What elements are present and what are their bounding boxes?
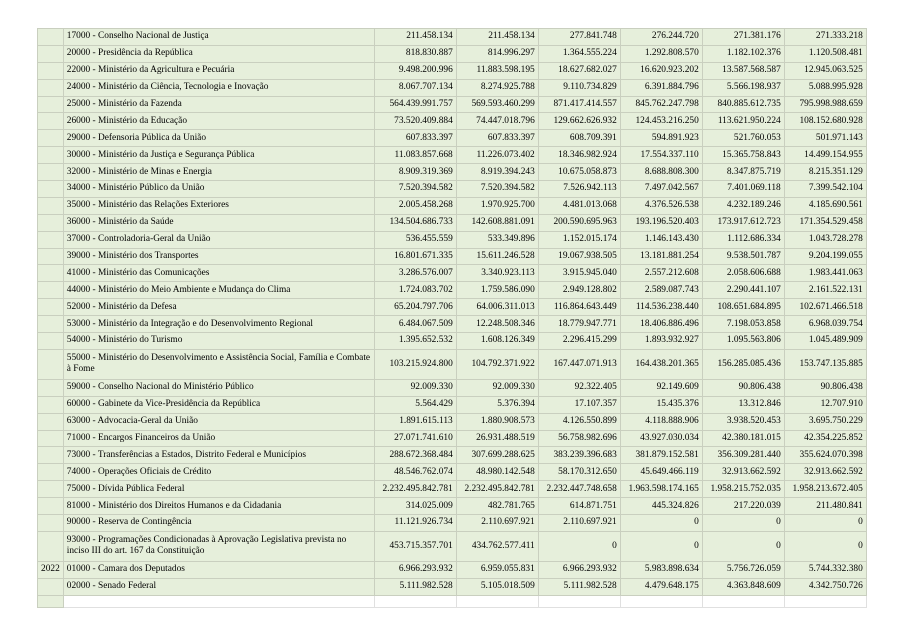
- value-cell: 13.587.568.587: [702, 62, 784, 79]
- value-cell: 0: [784, 515, 866, 532]
- value-cell: 6.959.055.831: [456, 561, 538, 578]
- value-cell: 15.365.758.843: [702, 147, 784, 164]
- value-cell: 7.399.542.104: [784, 181, 866, 198]
- value-cell: 90.806.438: [702, 379, 784, 396]
- value-cell: 74.447.018.796: [456, 113, 538, 130]
- organ-name-cell: 71000 - Encargos Financeiros da União: [63, 430, 374, 447]
- value-cell: 11.083.857.668: [374, 147, 456, 164]
- value-cell: 501.971.143: [784, 130, 866, 147]
- value-cell: 608.709.391: [538, 130, 620, 147]
- value-cell: 564.439.991.757: [374, 96, 456, 113]
- value-cell: 818.830.887: [374, 45, 456, 62]
- year-cell: [38, 45, 64, 62]
- value-cell: 5.566.198.937: [702, 79, 784, 96]
- value-cell: 1.958.213.672.405: [784, 481, 866, 498]
- value-cell: 5.756.726.059: [702, 561, 784, 578]
- year-cell: [38, 147, 64, 164]
- table-row: [38, 430, 867, 447]
- value-cell: 8.688.808.300: [620, 164, 702, 181]
- value-cell: 594.891.923: [620, 130, 702, 147]
- value-cell: 9.498.200.996: [374, 62, 456, 79]
- value-cell: 1.112.686.334: [702, 231, 784, 248]
- organ-name-cell: 90000 - Reserva de Contingência: [63, 515, 374, 532]
- value-cell: 2.589.087.743: [620, 282, 702, 299]
- value-cell: 43.927.030.034: [620, 430, 702, 447]
- value-cell: 1.364.555.224: [538, 45, 620, 62]
- table-row: [38, 113, 867, 130]
- value-cell: 5.376.394: [456, 396, 538, 413]
- value-cell: 2.296.415.299: [538, 333, 620, 350]
- value-cell: 211.458.134: [456, 29, 538, 46]
- value-cell: 314.025.009: [374, 498, 456, 515]
- empty-cell: [456, 595, 538, 607]
- table-row: [38, 181, 867, 198]
- value-cell: 355.624.070.398: [784, 447, 866, 464]
- value-cell: 3.938.520.453: [702, 413, 784, 430]
- value-cell: 5.744.332.380: [784, 561, 866, 578]
- value-cell: 12.707.910: [784, 396, 866, 413]
- value-cell: 5.983.898.634: [620, 561, 702, 578]
- value-cell: 871.417.414.557: [538, 96, 620, 113]
- organ-name-cell: 73000 - Transferências a Estados, Distrito Federal e Municípios: [63, 447, 374, 464]
- value-cell: 277.841.748: [538, 29, 620, 46]
- value-cell: 6.966.293.932: [374, 561, 456, 578]
- value-cell: 15.435.376: [620, 396, 702, 413]
- year-cell: [38, 481, 64, 498]
- organ-name-cell: 63000 - Advocacia-Geral da União: [63, 413, 374, 430]
- value-cell: 4.376.526.538: [620, 197, 702, 214]
- year-cell: [38, 464, 64, 481]
- value-cell: 614.871.751: [538, 498, 620, 515]
- value-cell: 7.520.394.582: [374, 181, 456, 198]
- year-cell: [38, 164, 64, 181]
- year-cell: [38, 113, 64, 130]
- value-cell: 4.479.648.175: [620, 578, 702, 595]
- organ-name-cell: 55000 - Ministério do Desenvolvimento e Assistência Social, Família e Combate à Fome: [63, 349, 374, 379]
- value-cell: 4.342.750.726: [784, 578, 866, 595]
- value-cell: 434.762.577.411: [456, 531, 538, 561]
- value-cell: 3.286.576.007: [374, 265, 456, 282]
- year-cell: [38, 396, 64, 413]
- value-cell: 521.760.053: [702, 130, 784, 147]
- value-cell: 17.107.357: [538, 396, 620, 413]
- year-cell: [38, 96, 64, 113]
- organ-name-cell: 37000 - Controladoria-Geral da União: [63, 231, 374, 248]
- value-cell: 5.564.429: [374, 396, 456, 413]
- value-cell: 307.699.288.625: [456, 447, 538, 464]
- value-cell: 1.043.728.278: [784, 231, 866, 248]
- value-cell: 13.312.846: [702, 396, 784, 413]
- value-cell: 4.118.888.906: [620, 413, 702, 430]
- year-cell: [38, 333, 64, 350]
- value-cell: 2.290.441.107: [702, 282, 784, 299]
- value-cell: 4.232.189.246: [702, 197, 784, 214]
- table-row: [38, 578, 867, 595]
- organ-name-cell: 39000 - Ministério dos Transportes: [63, 248, 374, 265]
- organ-name-cell: 74000 - Operações Oficiais de Crédito: [63, 464, 374, 481]
- value-cell: 276.244.720: [620, 29, 702, 46]
- value-cell: 6.484.067.509: [374, 316, 456, 333]
- organ-name-cell: 30000 - Ministério da Justiça e Segurança Pública: [63, 147, 374, 164]
- table-row: [38, 282, 867, 299]
- value-cell: 1.880.908.573: [456, 413, 538, 430]
- organ-name-cell: 26000 - Ministério da Educação: [63, 113, 374, 130]
- value-cell: 607.833.397: [456, 130, 538, 147]
- value-cell: 6.391.884.796: [620, 79, 702, 96]
- value-cell: 11.226.073.402: [456, 147, 538, 164]
- organ-name-cell: 17000 - Conselho Nacional de Justiça: [63, 29, 374, 46]
- value-cell: 1.395.652.532: [374, 333, 456, 350]
- value-cell: 271.333.218: [784, 29, 866, 46]
- organ-name-cell: 59000 - Conselho Nacional do Ministério Público: [63, 379, 374, 396]
- value-cell: 814.996.297: [456, 45, 538, 62]
- year-cell: [38, 79, 64, 96]
- year-cell: [38, 248, 64, 265]
- table-row: [38, 147, 867, 164]
- value-cell: 271.381.176: [702, 29, 784, 46]
- table-row: [38, 481, 867, 498]
- value-cell: 1.146.143.430: [620, 231, 702, 248]
- empty-cell: [538, 595, 620, 607]
- year-cell: [38, 531, 64, 561]
- value-cell: 0: [702, 515, 784, 532]
- table-row: [38, 333, 867, 350]
- year-cell: [38, 231, 64, 248]
- value-cell: 7.520.394.582: [456, 181, 538, 198]
- organ-name-cell: 52000 - Ministério da Defesa: [63, 299, 374, 316]
- value-cell: 2.232.495.842.781: [456, 481, 538, 498]
- value-cell: 92.009.330: [456, 379, 538, 396]
- value-cell: 58.170.312.650: [538, 464, 620, 481]
- organ-name-cell: 35000 - Ministério das Relações Exteriores: [63, 197, 374, 214]
- value-cell: 18.406.886.496: [620, 316, 702, 333]
- organ-name-cell: 93000 - Programações Condicionadas à Aprovação Legislativa prevista no inciso III do art. 167 da Constituição: [63, 531, 374, 561]
- year-cell: [38, 498, 64, 515]
- organ-name-cell: 53000 - Ministério da Integração e do Desenvolvimento Regional: [63, 316, 374, 333]
- value-cell: 607.833.397: [374, 130, 456, 147]
- table-row: [38, 265, 867, 282]
- year-cell: [38, 282, 64, 299]
- value-cell: 2.161.522.131: [784, 282, 866, 299]
- value-cell: 26.931.488.519: [456, 430, 538, 447]
- value-cell: 11.883.598.195: [456, 62, 538, 79]
- value-cell: 124.453.216.250: [620, 113, 702, 130]
- value-cell: 2.005.458.268: [374, 197, 456, 214]
- value-cell: 153.747.135.885: [784, 349, 866, 379]
- value-cell: 16.620.923.202: [620, 62, 702, 79]
- value-cell: 18.779.947.771: [538, 316, 620, 333]
- value-cell: 13.181.881.254: [620, 248, 702, 265]
- value-cell: 65.204.797.706: [374, 299, 456, 316]
- value-cell: 2.232.447.748.658: [538, 481, 620, 498]
- value-cell: 453.715.357.701: [374, 531, 456, 561]
- value-cell: 14.499.154.955: [784, 147, 866, 164]
- budget-table: [37, 28, 867, 608]
- table-row: [38, 531, 867, 561]
- value-cell: 1.970.925.700: [456, 197, 538, 214]
- value-cell: 2.110.697.921: [456, 515, 538, 532]
- organ-name-cell: 41000 - Ministério das Comunicações: [63, 265, 374, 282]
- value-cell: 19.067.938.505: [538, 248, 620, 265]
- organ-name-cell: 34000 - Ministério Público da União: [63, 181, 374, 198]
- value-cell: 7.198.053.858: [702, 316, 784, 333]
- value-cell: 193.196.520.403: [620, 214, 702, 231]
- value-cell: 1.724.083.702: [374, 282, 456, 299]
- value-cell: 10.675.058.873: [538, 164, 620, 181]
- value-cell: 32.913.662.592: [784, 464, 866, 481]
- table-body: [38, 29, 867, 608]
- value-cell: 12.945.063.525: [784, 62, 866, 79]
- year-cell: [38, 265, 64, 282]
- value-cell: 6.966.293.932: [538, 561, 620, 578]
- value-cell: 2.232.495.842.781: [374, 481, 456, 498]
- value-cell: 104.792.371.922: [456, 349, 538, 379]
- value-cell: 113.621.950.224: [702, 113, 784, 130]
- value-cell: 1.292.808.570: [620, 45, 702, 62]
- empty-cell: [374, 595, 456, 607]
- value-cell: 42.354.225.852: [784, 430, 866, 447]
- year-cell: [38, 62, 64, 79]
- year-cell: [38, 214, 64, 231]
- organ-name-cell: 44000 - Ministério do Meio Ambiente e Mudança do Clima: [63, 282, 374, 299]
- table-row: [38, 29, 867, 46]
- organ-name-cell: 36000 - Ministério da Saúde: [63, 214, 374, 231]
- value-cell: 200.590.695.963: [538, 214, 620, 231]
- value-cell: 16.801.671.335: [374, 248, 456, 265]
- year-cell: [38, 578, 64, 595]
- value-cell: 12.248.508.346: [456, 316, 538, 333]
- value-cell: 217.220.039: [702, 498, 784, 515]
- value-cell: 9.204.199.055: [784, 248, 866, 265]
- value-cell: 1.095.563.806: [702, 333, 784, 350]
- value-cell: 1.152.015.174: [538, 231, 620, 248]
- value-cell: 18.346.982.924: [538, 147, 620, 164]
- organ-name-cell: 54000 - Ministério do Turismo: [63, 333, 374, 350]
- value-cell: 5.111.982.528: [374, 578, 456, 595]
- value-cell: 48.546.762.074: [374, 464, 456, 481]
- organ-name-cell: 01000 - Camara dos Deputados: [63, 561, 374, 578]
- value-cell: 4.363.848.609: [702, 578, 784, 595]
- value-cell: 1.958.215.752.035: [702, 481, 784, 498]
- year-cell: [38, 349, 64, 379]
- value-cell: 1.759.586.090: [456, 282, 538, 299]
- empty-cell: [620, 595, 702, 607]
- value-cell: 0: [538, 531, 620, 561]
- value-cell: 0: [620, 531, 702, 561]
- value-cell: 42.380.181.015: [702, 430, 784, 447]
- value-cell: 73.520.409.884: [374, 113, 456, 130]
- value-cell: 108.152.680.928: [784, 113, 866, 130]
- table-row: [38, 231, 867, 248]
- table-row: [38, 379, 867, 396]
- value-cell: 2.557.212.608: [620, 265, 702, 282]
- value-cell: 8.347.875.719: [702, 164, 784, 181]
- value-cell: 7.401.069.118: [702, 181, 784, 198]
- table-row: [38, 248, 867, 265]
- value-cell: 3.695.750.229: [784, 413, 866, 430]
- value-cell: 27.071.741.610: [374, 430, 456, 447]
- value-cell: 4.185.690.561: [784, 197, 866, 214]
- value-cell: 173.917.612.723: [702, 214, 784, 231]
- year-cell: [38, 299, 64, 316]
- value-cell: 5.088.995.928: [784, 79, 866, 96]
- value-cell: 1.182.102.376: [702, 45, 784, 62]
- value-cell: 0: [784, 531, 866, 561]
- year-cell: [38, 197, 64, 214]
- value-cell: 92.149.609: [620, 379, 702, 396]
- value-cell: 3.915.945.040: [538, 265, 620, 282]
- value-cell: 795.998.988.659: [784, 96, 866, 113]
- value-cell: 164.438.201.365: [620, 349, 702, 379]
- value-cell: 4.126.550.899: [538, 413, 620, 430]
- value-cell: 15.611.246.528: [456, 248, 538, 265]
- table-row: [38, 316, 867, 333]
- value-cell: 845.762.247.798: [620, 96, 702, 113]
- value-cell: 156.285.085.436: [702, 349, 784, 379]
- value-cell: 5.111.982.528: [538, 578, 620, 595]
- organ-name-cell: 81000 - Ministério dos Direitos Humanos e da Cidadania: [63, 498, 374, 515]
- organ-name-cell: 32000 - Ministério de Minas e Energia: [63, 164, 374, 181]
- value-cell: 1.983.441.063: [784, 265, 866, 282]
- value-cell: 18.627.682.027: [538, 62, 620, 79]
- year-cell: 2022: [38, 561, 64, 578]
- value-cell: 8.067.707.134: [374, 79, 456, 96]
- table-row: [38, 515, 867, 532]
- value-cell: 840.885.612.735: [702, 96, 784, 113]
- organ-name-cell: 22000 - Ministério da Agricultura e Pecuária: [63, 62, 374, 79]
- value-cell: 129.662.626.932: [538, 113, 620, 130]
- table-row: [38, 197, 867, 214]
- value-cell: 1.045.489.909: [784, 333, 866, 350]
- value-cell: 114.536.238.440: [620, 299, 702, 316]
- value-cell: 103.215.924.800: [374, 349, 456, 379]
- year-cell: [38, 430, 64, 447]
- table-row: [38, 214, 867, 231]
- value-cell: 8.215.351.129: [784, 164, 866, 181]
- value-cell: 11.121.926.734: [374, 515, 456, 532]
- value-cell: 5.105.018.509: [456, 578, 538, 595]
- table-row: [38, 62, 867, 79]
- value-cell: 92.322.405: [538, 379, 620, 396]
- table-row: [38, 349, 867, 379]
- year-cell: [38, 181, 64, 198]
- value-cell: 211.480.841: [784, 498, 866, 515]
- organ-name-cell: 60000 - Gabinete da Vice-Presidência da República: [63, 396, 374, 413]
- value-cell: 536.455.559: [374, 231, 456, 248]
- value-cell: 6.968.039.754: [784, 316, 866, 333]
- value-cell: 17.554.337.110: [620, 147, 702, 164]
- table-row: [38, 396, 867, 413]
- value-cell: 90.806.438: [784, 379, 866, 396]
- table-row: [38, 96, 867, 113]
- value-cell: 4.481.013.068: [538, 197, 620, 214]
- value-cell: 288.672.368.484: [374, 447, 456, 464]
- value-cell: 1.120.508.481: [784, 45, 866, 62]
- year-cell: [38, 130, 64, 147]
- value-cell: 381.879.152.581: [620, 447, 702, 464]
- value-cell: 8.909.319.369: [374, 164, 456, 181]
- organ-name-cell: 20000 - Presidência da República: [63, 45, 374, 62]
- value-cell: 45.649.466.119: [620, 464, 702, 481]
- organ-name-cell: 24000 - Ministério da Ciência, Tecnologia e Inovação: [63, 79, 374, 96]
- value-cell: 7.497.042.567: [620, 181, 702, 198]
- value-cell: 445.324.826: [620, 498, 702, 515]
- table-row: [38, 561, 867, 578]
- value-cell: 356.309.281.440: [702, 447, 784, 464]
- organ-name-cell: 25000 - Ministério da Fazenda: [63, 96, 374, 113]
- value-cell: 134.504.686.733: [374, 214, 456, 231]
- year-cell: [38, 413, 64, 430]
- empty-row: [38, 595, 867, 607]
- value-cell: 8.919.394.243: [456, 164, 538, 181]
- value-cell: 142.608.881.091: [456, 214, 538, 231]
- organ-name-cell: 29000 - Defensoria Pública da União: [63, 130, 374, 147]
- value-cell: 167.447.071.913: [538, 349, 620, 379]
- value-cell: 383.239.396.683: [538, 447, 620, 464]
- value-cell: 1.608.126.349: [456, 333, 538, 350]
- value-cell: 482.781.765: [456, 498, 538, 515]
- empty-cell: [784, 595, 866, 607]
- value-cell: 7.526.942.113: [538, 181, 620, 198]
- value-cell: 116.864.643.449: [538, 299, 620, 316]
- value-cell: 108.651.684.895: [702, 299, 784, 316]
- table-row: [38, 45, 867, 62]
- value-cell: 64.006.311.013: [456, 299, 538, 316]
- value-cell: 102.671.466.518: [784, 299, 866, 316]
- value-cell: 3.340.923.113: [456, 265, 538, 282]
- value-cell: 1.891.615.113: [374, 413, 456, 430]
- value-cell: 0: [702, 531, 784, 561]
- value-cell: 211.458.134: [374, 29, 456, 46]
- organ-name-cell: 75000 - Dívida Pública Federal: [63, 481, 374, 498]
- value-cell: 171.354.529.458: [784, 214, 866, 231]
- value-cell: 48.980.142.548: [456, 464, 538, 481]
- empty-cell: [702, 595, 784, 607]
- value-cell: 56.758.982.696: [538, 430, 620, 447]
- value-cell: 9.110.734.829: [538, 79, 620, 96]
- table-row: [38, 464, 867, 481]
- value-cell: 533.349.896: [456, 231, 538, 248]
- value-cell: 2.949.128.802: [538, 282, 620, 299]
- value-cell: 1.963.598.174.165: [620, 481, 702, 498]
- table-row: [38, 498, 867, 515]
- empty-cell: [38, 595, 64, 607]
- value-cell: 32.913.662.592: [702, 464, 784, 481]
- organ-name-cell: 02000 - Senado Federal: [63, 578, 374, 595]
- year-cell: [38, 379, 64, 396]
- table-row: [38, 79, 867, 96]
- value-cell: 2.058.606.688: [702, 265, 784, 282]
- table-row: [38, 299, 867, 316]
- year-cell: [38, 447, 64, 464]
- year-cell: [38, 515, 64, 532]
- table-row: [38, 447, 867, 464]
- table-row: [38, 413, 867, 430]
- year-cell: [38, 316, 64, 333]
- value-cell: 2.110.697.921: [538, 515, 620, 532]
- table-row: [38, 164, 867, 181]
- empty-cell: [63, 595, 374, 607]
- value-cell: 1.893.932.927: [620, 333, 702, 350]
- table-row: [38, 130, 867, 147]
- value-cell: 8.274.925.788: [456, 79, 538, 96]
- value-cell: 569.593.460.299: [456, 96, 538, 113]
- value-cell: 0: [620, 515, 702, 532]
- value-cell: 92.009.330: [374, 379, 456, 396]
- value-cell: 9.538.501.787: [702, 248, 784, 265]
- year-cell: [38, 29, 64, 46]
